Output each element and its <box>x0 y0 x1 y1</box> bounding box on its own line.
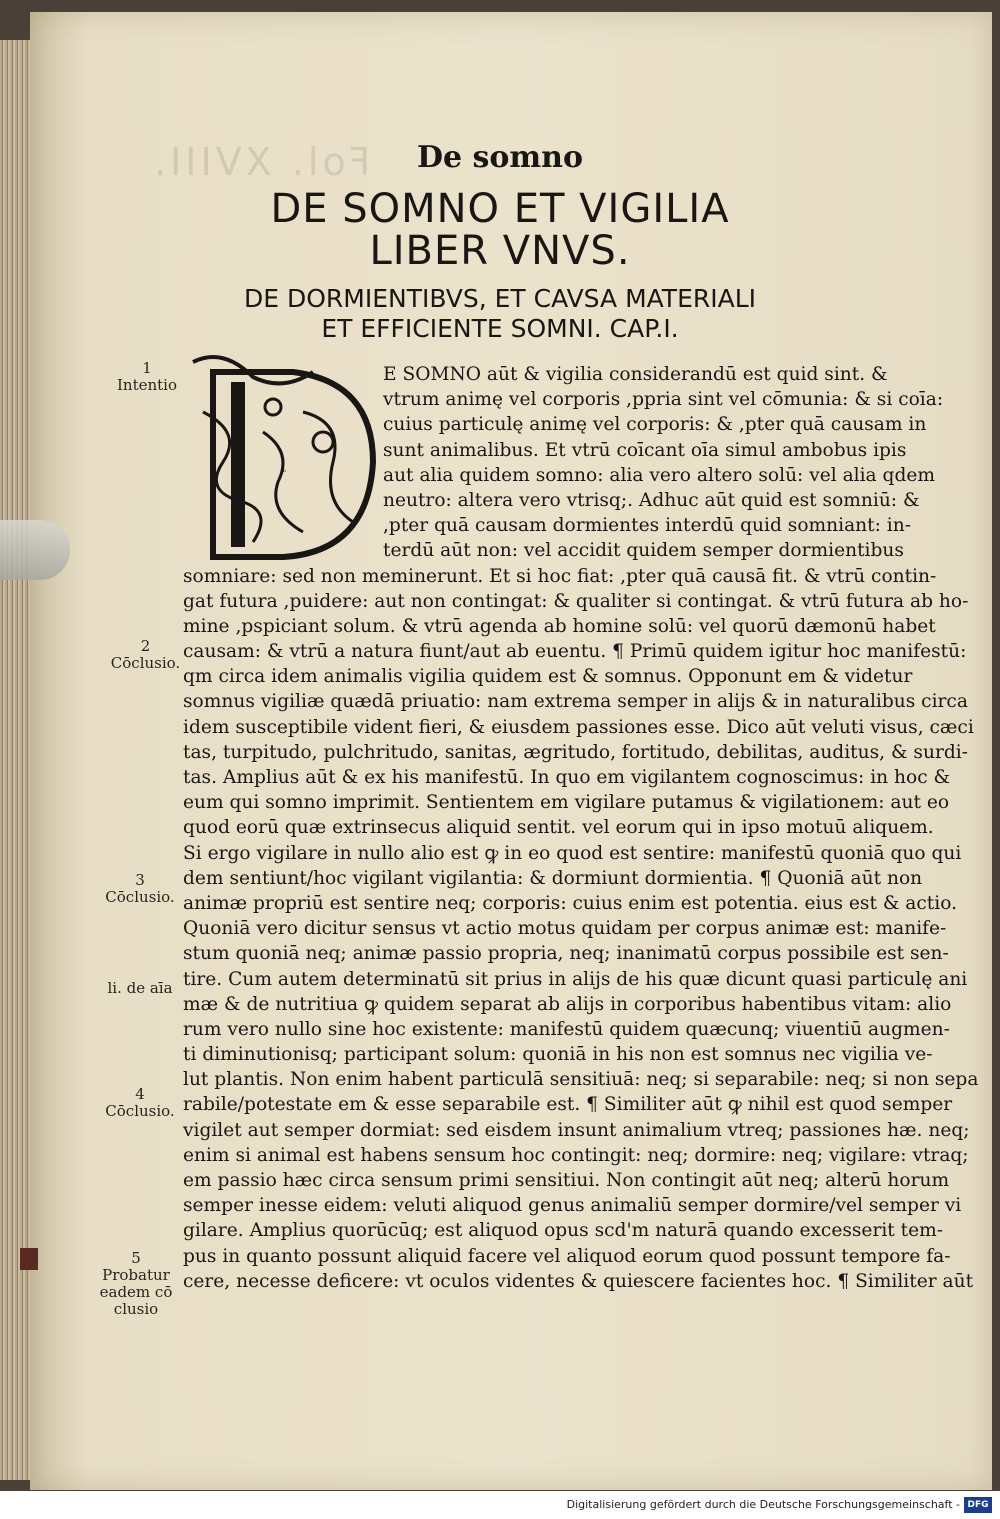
text-line: stum quoniā neq; animæ passio propria, neq; inanimatū corpus possibile est sen- <box>183 943 949 965</box>
text-line: mæ & de nutritiua ꝙ quidem separat ab alijs in corporibus habentibus vitam: alio <box>183 993 952 1015</box>
text-line: cuius particulę animę vel corporis: & ,pter quā causam in <box>383 414 927 436</box>
text-line: Quoniā vero dicitur sensus vt actio motus quidam per corpus animæ est: manife- <box>183 918 947 940</box>
text-line: causam: & vtrū a natura fiunt/aut ab euentu. ¶ Primū quidem igitur hoc manifestū: <box>183 641 967 663</box>
margin-note-conclusio-4 <box>100 1086 180 1120</box>
text-line: somnus vigiliæ quædā priuatio: nam extrema semper in alijs & in naturalibus circa <box>183 691 968 713</box>
margin-note-text: Cōclusio. <box>105 888 175 906</box>
text-line: sunt animalibus. Et vtrū coīcant oīa simul ambobus ipis <box>383 439 907 461</box>
margin-note-number: 1 <box>142 359 152 377</box>
text-line: semper inesse eidem: veluti aliquod genus animaliū semper dormire/vel semper vi <box>183 1195 962 1217</box>
text-line: tire. Cum autem determinatū sit prius in alijs de his quæ dicunt quasi particulę ani <box>183 968 968 990</box>
margin-note-intentio <box>112 360 182 394</box>
margin-note-number: 4 <box>135 1085 145 1103</box>
text-line: eum qui somno imprimit. Sentientem em vigilare putamus & vigilationem: aut eo <box>183 792 950 814</box>
text-line: tas, turpitudo, pulchritudo, sanitas, ægritudo, fortitudo, debilitas, auditus, & surdi- <box>183 741 968 763</box>
running-head: De somno <box>416 140 583 175</box>
chapter-heading-line-2: ET EFFICIENTE SOMNI. CAP.I. <box>321 314 679 343</box>
text-line: neutro: altera vero vtrisq;. Adhuc aūt quid est somniū: & <box>383 489 920 511</box>
text-line: rum vero nullo sine hoc existente: manifestū quidem quæcunq; viuentiū augmen- <box>183 1018 950 1040</box>
text-line: ,pter quā causam dormientes interdū quid somniant: in- <box>383 515 911 537</box>
text-line: animæ propriū est sentire neq; corporis: cuius enim est potentia. eius est & actio. <box>183 892 958 914</box>
margin-note-text: Cōclusio. <box>105 1102 175 1120</box>
text-line: Si ergo vigilare in nullo alio est ꝙ in eo quod est sentire: manifestū quoniā quo qui <box>183 842 962 864</box>
margin-note-number: 3 <box>135 871 145 889</box>
text-line: gat futura ,puidere: aut non contingat: & qualiter si contingat. & vtrū futura ab ho- <box>183 590 969 612</box>
bookmark-clip <box>0 520 70 580</box>
margin-note-probatur <box>92 1250 180 1318</box>
book-title-line-1: DE SOMNO ET VIGILIA <box>270 186 730 232</box>
margin-note-number: 5 <box>131 1249 141 1267</box>
decorated-initial-letter: D <box>283 468 287 473</box>
text-line: rabile/potestate em & esse separabile est. ¶ Similiter aūt ꝙ nihil est quod semper <box>183 1094 953 1116</box>
body-text <box>183 362 979 1294</box>
page-tab-marker <box>20 1248 38 1270</box>
text-line: em passio hæc circa sensum primi sensitiui. Non contingit aūt neq; alterū horum <box>183 1170 950 1191</box>
text-line: dem sentiunt/hoc vigilant vigilantia: & dormiunt dormientia. ¶ Quoniā aūt non <box>183 867 923 889</box>
text-line: idem susceptibile vident fieri, & eiusdem passiones esse. Dico aūt veluti visus, cæci <box>183 716 974 738</box>
text-line: vigilet aut semper dormiat: sed eisdem insunt animalium vtreq; passiones hæ. neq; <box>183 1119 970 1141</box>
text-line: pus in quanto possunt aliquid facere vel aliquod eorum quod possunt tempore fa- <box>183 1245 951 1267</box>
text-line: enim si animal est habens sensum hoc contingit: neq; dormire: neq; vigilare: vtraq; <box>183 1144 969 1166</box>
text-line: gilare. Amplius quorūcūq; est aliquod opus scd'm naturā quando excesserit tem- <box>183 1220 944 1242</box>
margin-note-number: 2 <box>140 637 151 655</box>
text-line: lut plantis. Non enim habent particulā sensitiuā: neq; si separabile: neq; si non sepa <box>183 1069 979 1091</box>
text-line: somniare: sed non meminerunt. Et si hoc fiat: ,pter quā causā fit. & vtrū contin- <box>183 565 937 587</box>
text-line: cere, necesse deficere: vt oculos videntes & quiescere facientes hoc. ¶ Similiter aūt <box>183 1270 974 1292</box>
margin-note-text: li. de aīa <box>107 979 173 997</box>
text-line: ti diminutionisq; participant solum: quoniā in his non est somnus nec vigilia ve- <box>183 1044 933 1066</box>
book-title-line-2: LIBER VNVS. <box>369 228 631 274</box>
bleed-through-text: Fol. XVIII. <box>150 140 371 184</box>
margin-note-conclusio-3 <box>100 872 180 906</box>
margin-note-text: Cōclusio. <box>110 654 181 672</box>
margin-note-text: Intentio <box>116 376 177 394</box>
chapter-heading-line-1: DE DORMIENTIBVS, ET CAVSA MATERIALI <box>243 284 757 313</box>
margin-note-de-anima <box>100 980 180 997</box>
text-line: tas. Amplius aūt & ex his manifestū. In quo em vigilantem cognoscimus: in hoc & <box>183 767 951 788</box>
text-line: quod eorū quæ extrinsecus aliquid sentit. vel eorum qui in ipso motuū aliquem. <box>183 817 934 839</box>
text-line: vtrum animę vel corporis ,ppria sint vel cōmunia: & si coīa: <box>383 389 944 411</box>
text-line: terdū aūt non: vel accidit quidem semper dormientibus <box>383 540 904 562</box>
dfg-logo: DFG <box>964 1497 992 1513</box>
text-line: mine ,pspiciant solum. & vtrū agenda ab homine solū: vel quorū dæmonū habet <box>183 615 936 637</box>
text-line: aut alia quidem somno: alia vero altero solū: vel alia qdem <box>383 464 935 486</box>
margin-note-conclusio-2 <box>108 638 183 672</box>
margin-note-text: Probatur eadem cō clusio <box>99 1266 173 1318</box>
footer-text: Digitalisierung gefördert durch die Deutsche Forschungsgemeinschaft - <box>566 1498 960 1511</box>
text-line: E SOMNO aūt & vigilia considerandū est quid sint. & <box>383 364 888 385</box>
funding-footer <box>0 1491 1000 1519</box>
text-line: qm circa idem animalis vigilia quidem est & somnus. Opponunt em & videtur <box>183 666 913 688</box>
